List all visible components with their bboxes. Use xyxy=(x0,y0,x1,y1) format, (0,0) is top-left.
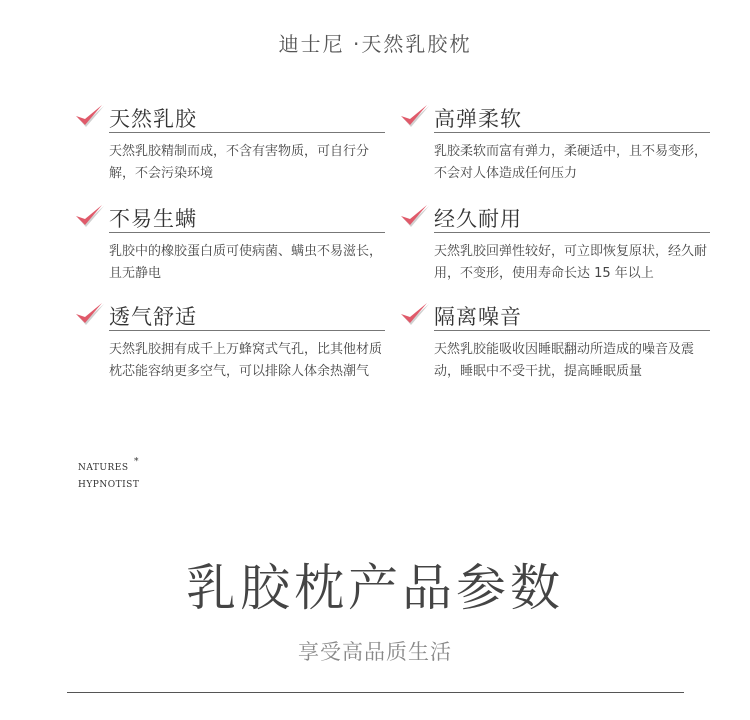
section-title: 乳胶枕产品参数 xyxy=(186,559,564,617)
feature-title: 高弹柔软 xyxy=(434,107,522,131)
feature-divider xyxy=(434,232,710,233)
feature-title: 透气舒适 xyxy=(109,305,197,329)
feature-title: 经久耐用 xyxy=(434,207,522,231)
logo-mark: * xyxy=(134,457,139,467)
feature-title: 不易生螨 xyxy=(109,207,197,231)
feature-divider xyxy=(434,330,710,331)
check-icon xyxy=(400,301,430,329)
feature-description: 天然乳胶回弹性较好，可立即恢复原状，经久耐用，不变形，使用寿命长达 15 年以上 xyxy=(434,244,708,281)
feature-durable xyxy=(400,201,710,285)
feature-breathable xyxy=(75,299,385,383)
feature-divider xyxy=(109,232,385,233)
feature-title: 天然乳胶 xyxy=(109,107,197,131)
logo-line-1: NATURES xyxy=(78,463,129,473)
feature-anti-mite xyxy=(75,201,385,285)
feature-noise-isolation xyxy=(400,299,710,383)
feature-divider xyxy=(434,132,710,133)
header-title: 迪士尼 ·天然乳胶枕 xyxy=(278,32,472,56)
feature-divider xyxy=(109,330,385,331)
check-icon xyxy=(75,203,105,231)
feature-high-elastic xyxy=(400,101,710,185)
section-subtitle: 享受高品质生活 xyxy=(298,640,452,664)
check-icon xyxy=(75,103,105,131)
check-icon xyxy=(75,301,105,329)
feature-description: 乳胶柔软而富有弹力，柔硬适中，且不易变形，不会对人体造成任何压力 xyxy=(434,144,708,181)
feature-description: 天然乳胶精制而成，不含有害物质，可自行分解，不会污染环境 xyxy=(109,144,370,181)
feature-natural-latex xyxy=(75,101,385,185)
feature-description: 天然乳胶能吸收因睡眠翻动所造成的噪音及震动，睡眠中不受干扰，提高睡眠质量 xyxy=(434,342,695,379)
feature-divider xyxy=(109,132,385,133)
feature-description: 天然乳胶拥有成千上万蜂窝式气孔，比其他材质枕芯能容纳更多空气，可以排除人体余热潮气 xyxy=(109,342,383,379)
brand-logo xyxy=(78,457,140,494)
check-icon xyxy=(400,103,430,131)
feature-title: 隔离噪音 xyxy=(434,305,522,329)
feature-description: 乳胶中的橡胶蛋白质可使病菌、螨虫不易滋长，且无静电 xyxy=(109,244,383,281)
logo-line-2: HYPNOTIST xyxy=(78,480,140,490)
section-divider xyxy=(67,692,684,693)
check-icon xyxy=(400,203,430,231)
